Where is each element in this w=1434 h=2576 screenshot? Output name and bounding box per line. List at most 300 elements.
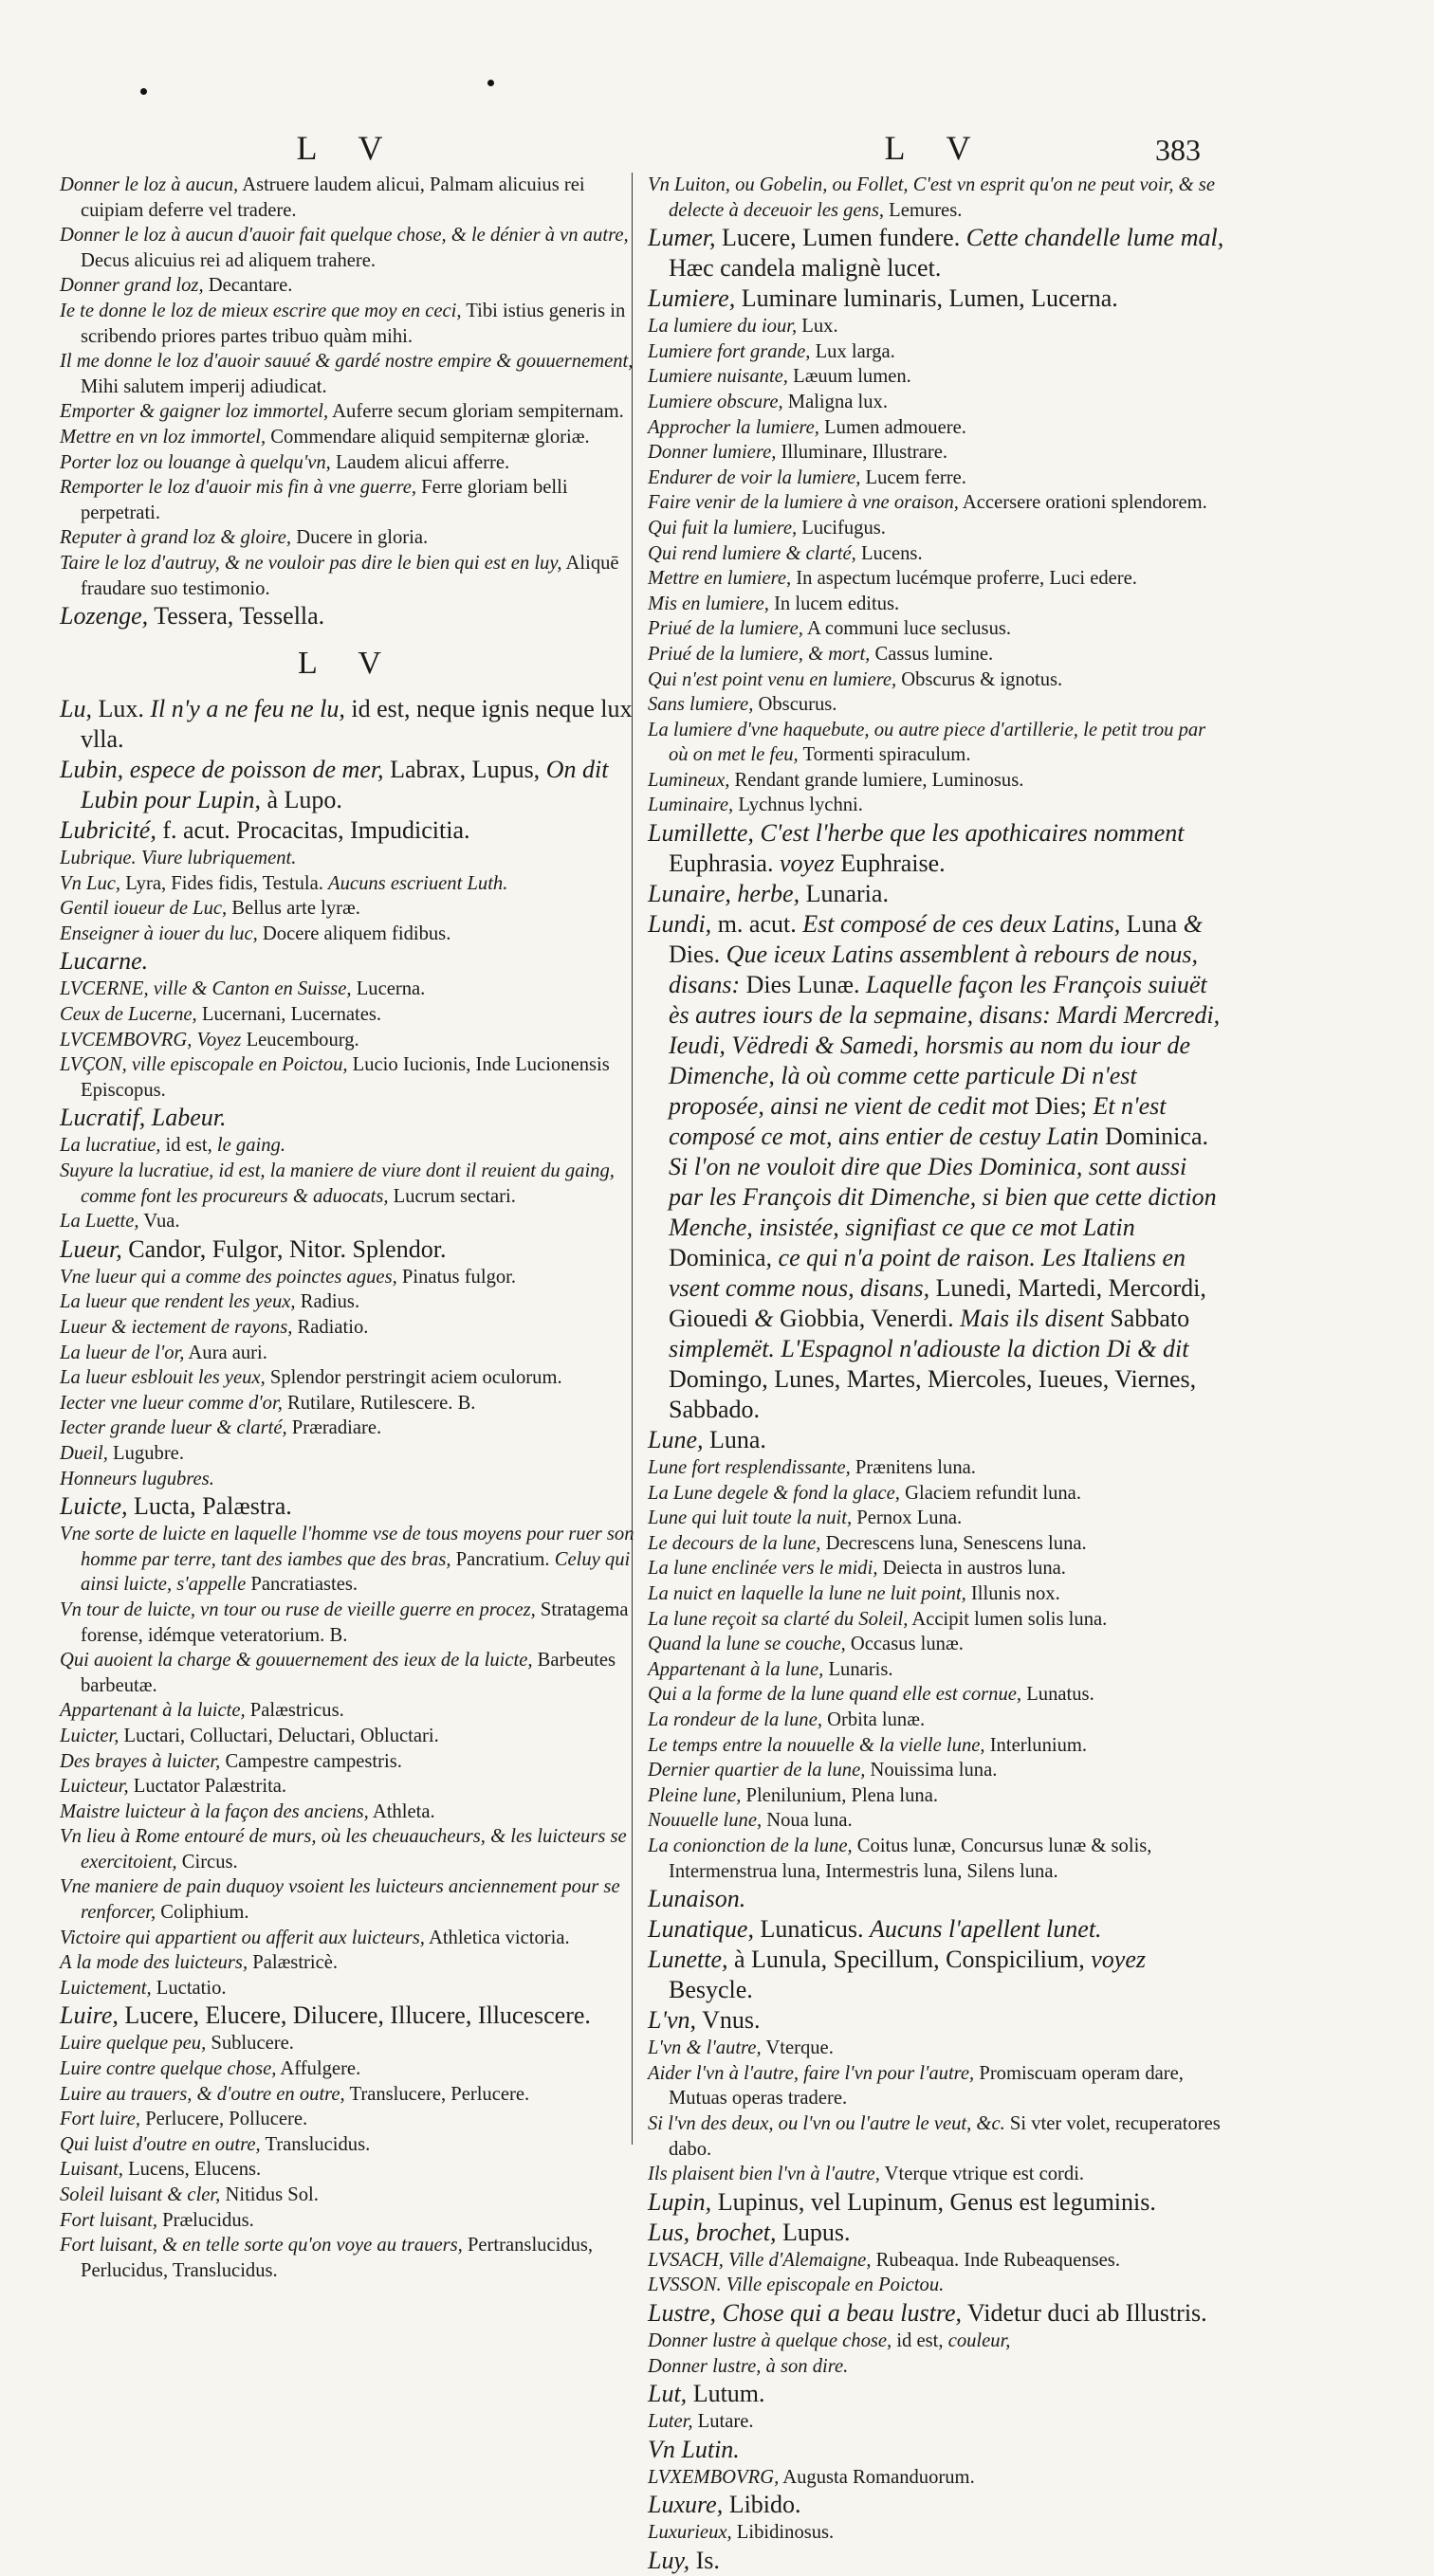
dictionary-entry: [648, 2298, 1224, 2329]
latin-gloss: à Lunula, Specillum, Conspicilium,: [727, 1946, 1092, 1974]
headword: Luictement,: [60, 1977, 152, 1999]
latin-gloss: Lunaria.: [800, 880, 889, 908]
headword: Endurer de voir la lumiere,: [648, 466, 861, 488]
latin-gloss: Vterque.: [761, 2037, 834, 2059]
dictionary-entry: [60, 694, 636, 755]
headword: Fort luisant,: [60, 2209, 157, 2231]
dictionary-entry: [60, 1365, 636, 1391]
headword: Mis en lumiere,: [648, 593, 769, 614]
headword: La lumiere d'vne haquebute, ou autre piece d'artillerie, le petit trou par où on met le feu,: [648, 719, 1206, 766]
latin-gloss: Besycle.: [669, 1976, 753, 2004]
dictionary-entry: [648, 2546, 1224, 2576]
latin-gloss: Nouissima luna.: [865, 1760, 998, 1781]
latin-gloss: Dies.: [669, 941, 726, 969]
headword: Porter loz ou louange à quelqu'vn,: [60, 451, 331, 473]
dictionary-entry: [60, 815, 636, 846]
dictionary-entry: [648, 2187, 1224, 2218]
headword: Le decours de la lune,: [648, 1532, 821, 1554]
headword: Luicter,: [60, 1725, 120, 1746]
dictionary-entry: [60, 1774, 636, 1800]
dictionary-entry: [60, 2082, 636, 2108]
latin-gloss: Splendor perstringit aciem oculorum.: [265, 1367, 562, 1389]
headword: Vne maniere de pain duquoy vsoient les luicteurs anciennement pour se renforcer,: [60, 1876, 620, 1924]
latin-gloss: Hæc candela malignè lucet.: [669, 254, 942, 283]
latin-gloss: Lucens, Elucens.: [122, 2159, 262, 2181]
latin-gloss: Lux.: [91, 695, 151, 723]
headword: Sans lumiere,: [648, 694, 754, 716]
latin-gloss: Stratagema forense, idémque veteratorium. B.: [81, 1599, 629, 1646]
headword: Mettre en vn loz immortel,: [60, 426, 267, 448]
headword: Luicteur,: [60, 1776, 129, 1798]
latin-gloss: Prælucidus.: [156, 2209, 254, 2231]
dictionary-entry: [60, 299, 636, 349]
headword: Lumineux,: [648, 769, 730, 791]
latin-gloss: Lucens.: [855, 542, 923, 564]
latin-gloss: Promiscuam operam dare, Mutuas operas tradere.: [669, 2062, 1184, 2110]
french-phrase: Aucuns l'apellent lunet.: [869, 1915, 1102, 1944]
french-phrase: voyez: [1091, 1946, 1146, 1974]
dictionary-entry: [60, 1874, 636, 1925]
dictionary-entry: [648, 2490, 1224, 2520]
right-running-head: L V: [884, 129, 988, 167]
headword: La lueur de l'or,: [60, 1342, 185, 1363]
latin-gloss: Auferre secum gloriam sempiternam.: [328, 401, 624, 423]
dictionary-entry: [60, 1209, 636, 1234]
dictionary-entry: [60, 273, 636, 299]
dictionary-entry: [60, 2107, 636, 2132]
dictionary-entry: [60, 425, 636, 450]
dictionary-entry: [60, 922, 636, 947]
dictionary-entry: [648, 223, 1224, 283]
dictionary-entry: [648, 2005, 1224, 2036]
headword: Qui fuit la lumiere,: [648, 517, 798, 539]
dictionary-entry: [60, 1824, 636, 1874]
headword: Iecter vne lueur comme d'or,: [60, 1392, 283, 1414]
dictionary-entry: [648, 566, 1224, 592]
dictionary-entry: [648, 1733, 1224, 1759]
french-phrase: Ville d'Alemaigne,: [723, 2249, 872, 2271]
headword: La lueur que rendent les yeux,: [60, 1291, 296, 1313]
dictionary-entry: [648, 2111, 1224, 2162]
french-phrase: ville episcopale en Poictou,: [126, 1054, 348, 1076]
dictionary-entry: [648, 879, 1224, 909]
headword: Priué de la lumiere, & mort,: [648, 643, 871, 665]
entry-lozenge: [60, 601, 636, 631]
latin-gloss: Illuminare, Illustrare.: [776, 442, 948, 464]
latin-gloss: Glaciem refundit luna.: [899, 1482, 1081, 1504]
latin-gloss: In lucem editus.: [768, 593, 900, 614]
dictionary-entry: [648, 490, 1224, 516]
right-column: [648, 173, 1224, 2576]
headword: Mettre en lumiere,: [648, 568, 792, 590]
dictionary-entry: [648, 1708, 1224, 1733]
headword: Quand la lune se couche,: [648, 1634, 846, 1655]
latin-gloss: Læuum lumen.: [787, 366, 911, 388]
headword: Lucratif,: [60, 1104, 146, 1132]
dictionary-entry: [60, 450, 636, 476]
latin-gloss: Decantare.: [203, 275, 293, 297]
latin-gloss: Campestre campestris.: [220, 1750, 402, 1772]
dictionary-entry: [60, 223, 636, 273]
latin-gloss: Luna: [1120, 910, 1184, 939]
section-head-lu: L V: [298, 646, 398, 682]
french-phrase: Que iceux Latins assemblent à rebours de nous, disans:: [669, 941, 1198, 999]
headword: Appartenant à la luicte,: [60, 1700, 246, 1722]
french-phrase: couleur,: [947, 2329, 1011, 2351]
dictionary-entry: [648, 1808, 1224, 1834]
headword: Donner lustre, à son dire.: [648, 2355, 849, 2377]
dictionary-entry: [648, 1581, 1224, 1607]
headword: Approcher la lumiere,: [648, 416, 819, 438]
latin-gloss: Vnus.: [696, 2006, 761, 2035]
headword: Luter,: [648, 2411, 693, 2433]
headword: Vn Luc,: [60, 872, 121, 894]
headword: LVÇON,: [60, 1054, 127, 1076]
latin-gloss: Lunaticus.: [753, 1915, 870, 1944]
french-phrase: voyez: [779, 850, 835, 878]
left-column: [60, 173, 636, 2283]
dictionary-entry: [648, 818, 1224, 879]
dictionary-entry: [648, 1632, 1224, 1657]
dictionary-entry: [648, 1834, 1224, 1884]
headword: Fort luisant, & en telle sorte qu'on voye au trauers,: [60, 2235, 463, 2256]
dictionary-entry: [648, 2162, 1224, 2187]
headword: Lune,: [648, 1426, 704, 1454]
latin-gloss: Astruere laudem alicui, Palmam alicuius rei cuipiam deferre vel tradere.: [81, 174, 585, 221]
dictionary-entry: [648, 1481, 1224, 1507]
french-phrase: Aucuns escriuent Luth.: [328, 872, 508, 894]
french-phrase: ville & Canton en Suisse,: [148, 978, 352, 1000]
dictionary-entry: [60, 946, 636, 977]
french-phrase: Est composé de ces deux Latins,: [802, 910, 1121, 939]
page-number: 383: [1155, 133, 1201, 167]
dictionary-entry: [648, 1682, 1224, 1708]
dictionary-entry: [648, 173, 1224, 223]
dictionary-entry: [648, 1425, 1224, 1455]
headword: La lune enclinée vers le midi,: [648, 1558, 878, 1580]
headword: Lune qui luit toute la nuit,: [648, 1507, 853, 1529]
headword: Luisant,: [60, 2159, 123, 2181]
headword: Vn Lutin.: [648, 2435, 740, 2463]
dictionary-entry: [60, 1103, 636, 1133]
dictionary-entry: [60, 2031, 636, 2056]
headword: Suyure la lucratiue, id est, la maniere de viure dont il reuient du gaing, comme font les procureurs & aduocats,: [60, 1160, 615, 1207]
headword: Enseigner à iouer du luc,: [60, 923, 258, 944]
dictionary-entry: [648, 2329, 1224, 2354]
headword: Ils plaisent bien l'vn à l'autre,: [648, 2164, 880, 2185]
latin-gloss: Lucem ferre.: [860, 466, 966, 488]
latin-gloss: Lux larga.: [810, 340, 895, 362]
headword: La conionction de la lune,: [648, 1835, 853, 1856]
latin-gloss: Nitidus Sol.: [220, 2184, 319, 2205]
latin-gloss: Dominica.: [1098, 1123, 1208, 1151]
dictionary-entry: [648, 2379, 1224, 2409]
headword: Lupin,: [648, 2187, 712, 2216]
latin-gloss: In aspectum lucémque proferre, Luci edere.: [791, 568, 1137, 590]
dictionary-entry: [648, 793, 1224, 818]
latin-gloss: Radius.: [295, 1291, 360, 1313]
dictionary-entry: [648, 2465, 1224, 2491]
latin-gloss: Lychnus lychni.: [733, 795, 863, 816]
latin-gloss: Coliphium.: [156, 1902, 249, 1924]
latin-gloss: Sabbato: [1103, 1305, 1190, 1333]
headword: Reputer à grand loz & gloire,: [60, 527, 292, 549]
dictionary-entry: [60, 173, 636, 223]
latin-gloss: Pertranslucidus, Perlucidus, Translucidus.: [81, 2235, 594, 2281]
headword: Pleine lune,: [648, 1784, 742, 1806]
latin-gloss: Lunatus.: [1021, 1684, 1094, 1706]
latin-gloss: Dies;: [1028, 1092, 1094, 1121]
right-entries-group: [648, 173, 1224, 2576]
headword: Vne sorte de luicte en laquelle l'homme vse de tous moyens pour ruer son homme par terre, tant des iambes que des bras,: [60, 1524, 634, 1570]
latin-gloss: Perlucere, Pollucere.: [140, 2109, 308, 2130]
headword: LVSACH,: [648, 2249, 724, 2271]
headword: Lustre,: [648, 2298, 716, 2327]
headword: Lune fort resplendissante,: [648, 1457, 851, 1479]
latin-gloss: Lucere, Lumen fundere.: [715, 224, 966, 252]
headword: Aider l'vn à l'autre, faire l'vn pour l'autre,: [648, 2062, 975, 2084]
dictionary-entry: [648, 541, 1224, 567]
dictionary-entry: [648, 1607, 1224, 1633]
dictionary-entry: [648, 1945, 1224, 2005]
latin-gloss: Athleta.: [368, 1800, 435, 1822]
dictionary-entry: [60, 1416, 636, 1441]
headword: Vne lueur qui a comme des poinctes agues,: [60, 1266, 397, 1288]
dictionary-entry: [648, 415, 1224, 441]
headword: LVSSON.: [648, 2275, 722, 2296]
dictionary-entry: [60, 1926, 636, 1951]
dictionary-entry: [648, 339, 1224, 365]
dictionary-entry: [648, 692, 1224, 718]
dictionary-entry: [648, 1455, 1224, 1481]
french-phrase: simplemët. L'Espagnol n'adiouste la diction Di & dit: [669, 1335, 1189, 1363]
dictionary-entry: [648, 364, 1224, 390]
latin-gloss: Barbeutes barbeutæ.: [81, 1650, 616, 1696]
latin-gloss: Lugubre.: [107, 1442, 184, 1464]
latin-gloss: Accersere orationi splendorem.: [958, 492, 1207, 514]
latin-gloss: Lucta, Palæstra.: [127, 1492, 292, 1521]
dictionary-entry: [60, 896, 636, 922]
latin-gloss: Aura auri.: [184, 1342, 267, 1363]
dictionary-entry: [648, 616, 1224, 642]
headword: La nuict en laquelle la lune ne luit point,: [648, 1583, 966, 1605]
dictionary-entry: [60, 2208, 636, 2234]
dictionary-entry: [60, 2001, 636, 2031]
dictionary-entry: [648, 1914, 1224, 1945]
latin-gloss: Lumen admouere.: [818, 416, 966, 438]
dictionary-entry: [648, 642, 1224, 667]
headword: Priué de la lumiere,: [648, 618, 803, 640]
french-phrase: , ce qui n'a point de raison. Les Italiens en vsent comme nous, disans,: [669, 1244, 1186, 1303]
latin-gloss: Augusta Romanduorum.: [779, 2466, 975, 2488]
latin-gloss: Labrax, Lupus,: [383, 756, 546, 784]
latin-gloss: Lyra, Fides fidis, Testula.: [120, 872, 329, 894]
dictionary-entry: [648, 390, 1224, 415]
headword: Vn lieu à Rome entouré de murs, où les cheuaucheurs, & les luicteurs se exercitoient,: [60, 1826, 627, 1873]
dictionary-entry: [648, 1531, 1224, 1557]
latin-gloss: Mihi salutem imperij adiudicat.: [81, 375, 327, 397]
headword: Lozenge,: [60, 602, 149, 630]
latin-gloss: Pinatus fulgor.: [396, 1266, 517, 1288]
latin-gloss: Præradiare.: [286, 1417, 382, 1439]
left-entries-lo-group: [60, 173, 636, 601]
latin-gloss: Dies Lunæ.: [740, 971, 867, 999]
latin-gloss: id est,: [892, 2329, 948, 2351]
headword: Lumiere nuisante,: [648, 366, 788, 388]
latin-gloss: Affulgere.: [276, 2058, 361, 2080]
headword: Luxurieux,: [648, 2522, 732, 2544]
dictionary-entry: [648, 2248, 1224, 2274]
dictionary-entry: [60, 1800, 636, 1825]
dictionary-entry: [648, 440, 1224, 466]
dictionary-entry: [60, 1265, 636, 1290]
headword: Appartenant à la lune,: [648, 1658, 824, 1680]
headword: Luicte,: [60, 1492, 128, 1521]
french-phrase: &: [1183, 910, 1203, 939]
dictionary-entry: [60, 1491, 636, 1522]
latin-gloss: Lucerna.: [351, 978, 426, 1000]
latin-gloss: m. acut.: [711, 910, 803, 939]
headword: Donner lumiere,: [648, 442, 777, 464]
dictionary-entry: [648, 1884, 1224, 1914]
headword: LVXEMBOVRG,: [648, 2466, 780, 2488]
french-phrase: Ville episcopale en Poictou.: [721, 2275, 945, 2296]
latin-gloss: Vterque vtrique est cordi.: [879, 2164, 1085, 2185]
dictionary-entry: [60, 871, 636, 897]
latin-gloss: Obscurus & ignotus.: [896, 668, 1063, 690]
latin-gloss: Ferre gloriam belli perpetrati.: [81, 477, 568, 523]
latin-gloss: Radiatio.: [292, 1317, 369, 1338]
headword: Lubricité,: [60, 816, 156, 845]
headword: Ie te donne le loz de mieux escrire que moy en ceci,: [60, 300, 462, 321]
headword: Qui auoient la charge & gouuernement des ieux de la luicte,: [60, 1650, 533, 1672]
dictionary-entry: [60, 977, 636, 1002]
dictionary-entry: [60, 349, 636, 399]
latin-gloss: f. acut. Procacitas, Impudicitia.: [156, 816, 470, 845]
latin-gloss: Aliquē fraudare suo testimonio.: [81, 552, 619, 599]
latin-gloss: Athletica victoria.: [424, 1927, 570, 1948]
dictionary-entry: [648, 466, 1224, 491]
headword: A la mode des luicteurs,: [60, 1952, 248, 1974]
french-phrase: Labeur.: [145, 1104, 227, 1132]
dictionary-entry: [60, 1159, 636, 1209]
latin-gloss: Pernox Luna.: [852, 1507, 963, 1529]
headword: Taire le loz d'autruy, & ne vouloir pas dire le bien qui est en luy,: [60, 552, 562, 574]
headword: Lumillette,: [648, 819, 754, 848]
latin-gloss: Luctatio.: [151, 1977, 227, 1999]
latin-gloss: Ducere in gloria.: [291, 527, 429, 549]
left-running-head: L V: [296, 129, 400, 167]
latin-gloss: Interlunium.: [984, 1734, 1088, 1756]
dictionary-entry: [60, 1522, 636, 1598]
headword: Lut,: [648, 2380, 688, 2408]
headword: Vn tour de luicte, vn tour ou ruse de vieille guerre en procez,: [60, 1599, 536, 1620]
french-phrase: herbe,: [730, 880, 800, 908]
dictionary-entry: [60, 1133, 636, 1159]
headword: LVCERNE,: [60, 978, 149, 1000]
latin-gloss: Lucere, Elucere, Dilucere, Illucere, Illucescere.: [118, 2001, 591, 2030]
french-phrase: Il n'y a ne feu ne lu,: [150, 695, 345, 723]
dictionary-entry: [648, 2218, 1224, 2248]
dictionary-entry: [648, 283, 1224, 314]
latin-gloss: Lux.: [797, 316, 838, 338]
latin-gloss: Leucembourg.: [241, 1029, 359, 1050]
dictionary-entry: [648, 2273, 1224, 2298]
dictionary-entry: [60, 2056, 636, 2082]
headword: Donner le loz à aucun d'auoir fait quelque chose, & le dénier à vn autre,: [60, 225, 629, 247]
latin-gloss: Candor, Fulgor, Nitor. Splendor.: [121, 1234, 447, 1263]
headword: Lubrique.: [60, 848, 137, 869]
latin-gloss: Rendant grande lumiere, Luminosus.: [729, 769, 1024, 791]
headword: Lu,: [60, 695, 92, 723]
headword: L'vn,: [648, 2006, 697, 2035]
headword: Lueur & iectement de rayons,: [60, 1317, 293, 1338]
french-phrase: espece de poisson de mer,: [123, 756, 384, 784]
dictionary-entry: [60, 1234, 636, 1265]
headword: Lumiere fort grande,: [648, 340, 811, 362]
headword: Lubin,: [60, 756, 124, 784]
headword: La Luette,: [60, 1211, 139, 1233]
headword: Fort luire,: [60, 2109, 141, 2130]
latin-gloss: Giobbia, Venerdi.: [773, 1305, 961, 1333]
french-phrase: Voyez: [192, 1029, 242, 1050]
dictionary-entry: [60, 1315, 636, 1341]
headword: Des brayes à luicter,: [60, 1750, 221, 1772]
dictionary-entry: [60, 475, 636, 525]
headword: LVCEMBOVRG,: [60, 1029, 193, 1050]
dictionary-entry: [60, 1341, 636, 1366]
headword: Qui rend lumiere & clarté,: [648, 542, 856, 564]
dictionary-entry: [60, 2157, 636, 2183]
dictionary-entry: [648, 1783, 1224, 1809]
headword: Lumiere obscure,: [648, 391, 783, 412]
french-phrase: Mais ils disent: [960, 1305, 1104, 1333]
latin-gloss: Luna.: [703, 1426, 766, 1454]
latin-gloss: Noua luna.: [762, 1810, 853, 1832]
definition: Tessera, Tessella.: [148, 602, 325, 630]
latin-gloss: Translucere, Perlucere.: [344, 2083, 530, 2105]
dictionary-entry: [648, 718, 1224, 768]
headword: Lundi,: [648, 910, 712, 939]
headword: Il me donne le loz d'auoir sauué & gardé nostre empire & gouuernement,: [60, 351, 634, 373]
dictionary-entry: [60, 1052, 636, 1103]
headword: Nouuelle lune,: [648, 1810, 763, 1832]
dictionary-entry: [648, 2354, 1224, 2380]
dictionary-entry: [60, 1391, 636, 1416]
dictionary-entry: [60, 1028, 636, 1053]
latin-gloss: Translucidus.: [260, 2133, 371, 2155]
dictionary-entry: [60, 755, 636, 815]
latin-gloss: Decrescens luna, Senescens luna.: [820, 1532, 1087, 1554]
latin-gloss: Orbita lunæ.: [822, 1709, 926, 1730]
latin-gloss: Libido.: [723, 2491, 801, 2519]
headword: Emporter & gaigner loz immortel,: [60, 401, 329, 423]
dictionary-entry: [60, 2183, 636, 2208]
headword: Remporter le loz d'auoir mis fin à vne guerre,: [60, 477, 416, 499]
latin-gloss: Laudem alicui afferre.: [330, 451, 510, 473]
latin-gloss: Docere aliquem fidibus.: [257, 923, 451, 944]
french-phrase: &: [754, 1305, 774, 1333]
latin-gloss: Dominica: [669, 1244, 766, 1272]
dictionary-entry: [60, 1002, 636, 1028]
latin-gloss: Lucernani, Lucernates.: [196, 1004, 382, 1026]
latin-gloss: Illunis nox.: [965, 1583, 1060, 1605]
dictionary-entry: [60, 1724, 636, 1749]
headword: Luire au trauers, & d'outre en outre,: [60, 2083, 345, 2105]
dictionary-entry: [60, 1441, 636, 1467]
latin-gloss: Pancratiastes.: [246, 1574, 358, 1596]
headword: Lus,: [648, 2218, 690, 2246]
